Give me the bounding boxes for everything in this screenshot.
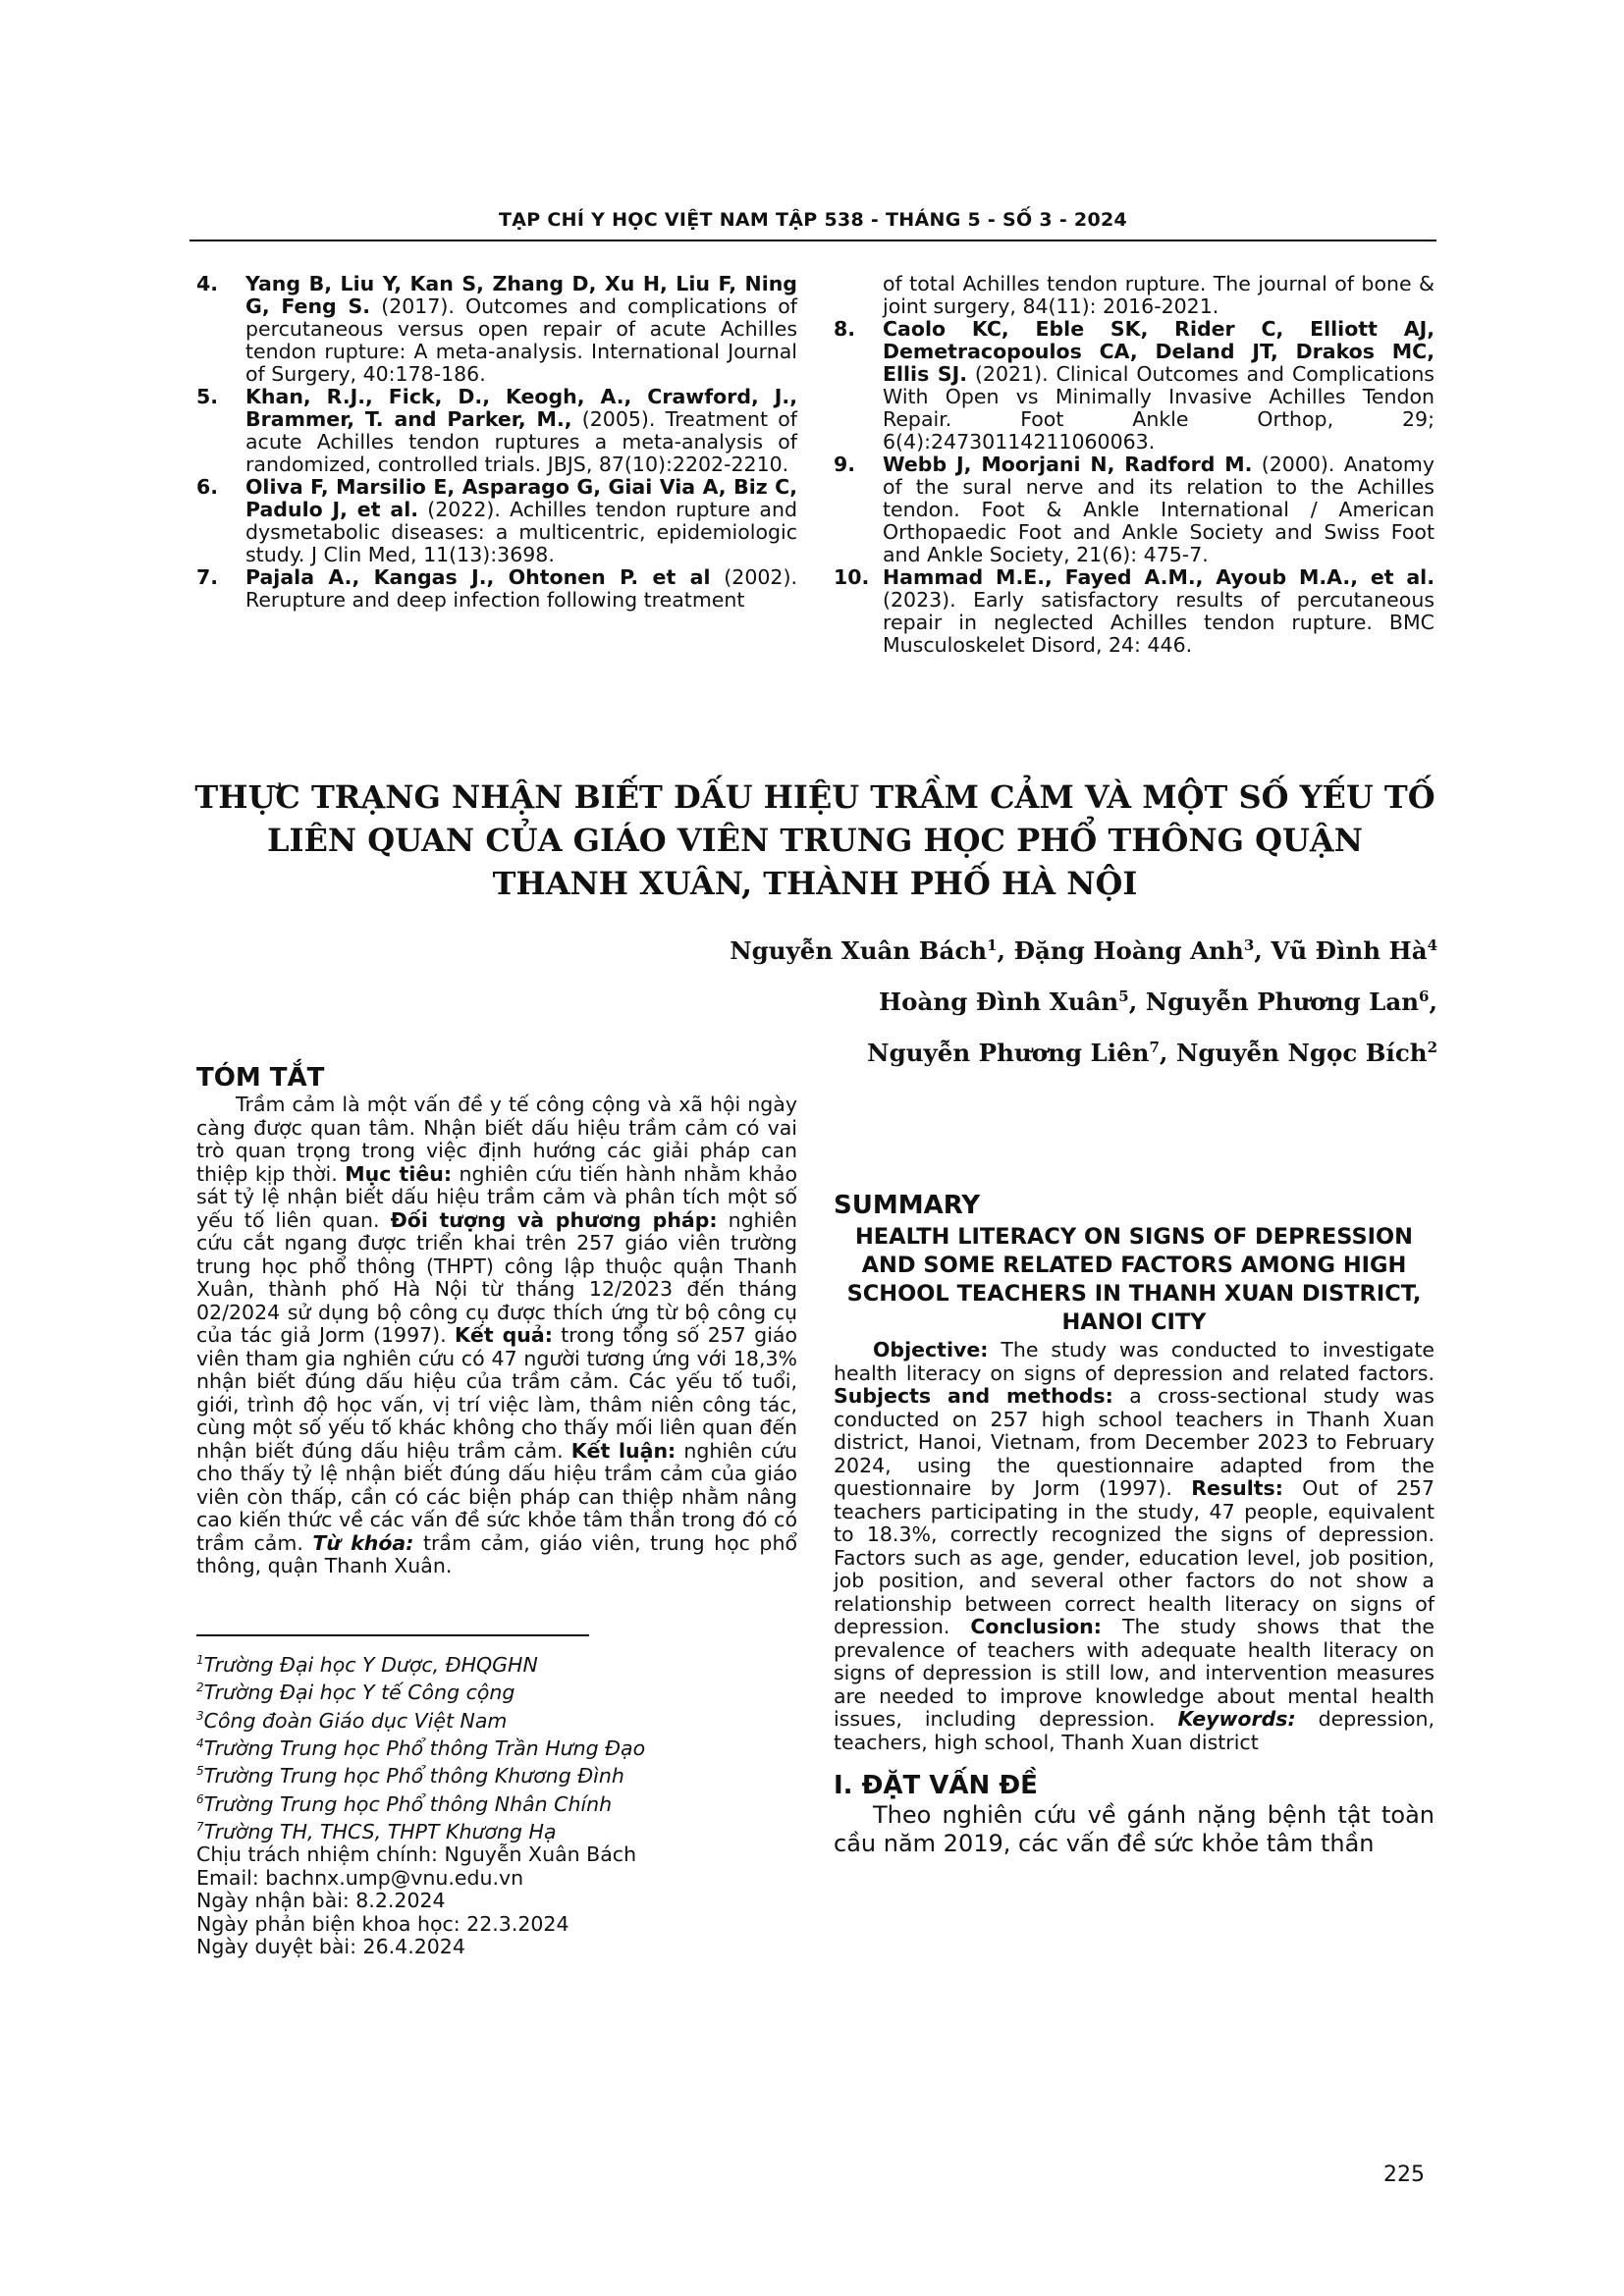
reference-item: of total Achilles tendon rupture. The journal of bone & joint surgery, 84(11): 2016-2021. — [883, 272, 1435, 318]
article-title — [177, 775, 1453, 905]
footnote-rule — [196, 1634, 589, 1636]
author-affiliation: 5 — [1118, 988, 1129, 1006]
header-rule — [189, 240, 1436, 241]
date-accepted: Ngày duyệt bài: 26.4.2024 — [196, 1935, 465, 1959]
author-name: Nguyễn Ngọc Bích — [1175, 1039, 1428, 1068]
author-affiliation: 1 — [987, 936, 998, 954]
author-name: Nguyễn Xuân Bách — [730, 936, 988, 966]
affiliation-note: $^7$Trường TH, THCS, THPT Khương Hạ — [196, 1819, 557, 1843]
author-name: Nguyễn Phương Liên — [867, 1039, 1150, 1068]
section-heading: I. ĐẶT VẤN ĐỀ — [834, 1771, 1038, 1800]
summary-body: Objective: The study was conducted to investigate health literacy on signs of depression and related factors. Subjects and methods: a cross-sectional study was conducted on 257 high school teachers in Thanh Xuan district, Hanoi, Vietnam, from December 2023 to February 2024, using the questionnaire adapted from the questionnaire by Jorm (1997). Results: Out of 257 teachers participating in the study, 47 people, equivalent to 18.3%, correctly recognized the signs of depression. Factors such as age, gender, education level, job position, job position, and several other factors do not show a relationship between correct health literacy on signs of depression. Conclusion: The study shows that the prevalence of teachers with adequate health literacy on signs of depression is still low, and intervention measures are needed to improve knowledge about mental health issues, including depression. Keywords: depression, teachers, high school, Thanh Xuan district — [834, 1338, 1435, 1754]
affiliation-note: $^3$Công đoàn Giáo dục Việt Nam — [196, 1708, 508, 1733]
abstract-en — [834, 1062, 1435, 1858]
affiliation-note: $^6$Trường Trung học Phổ thông Nhân Chính — [196, 1791, 613, 1816]
affiliation-note: $^4$Trường Trung học Phổ thông Trần Hưng Đạo — [196, 1735, 646, 1760]
author-affiliation: 4 — [1427, 936, 1437, 954]
page-number: 225 — [1383, 2163, 1425, 2187]
author-list: Nguyễn Xuân Bách$^1$, Đặng Hoàng Anh$^3$, Vũ Đình $Hà^4$ Hoàng Đình Xuân$^5$, Nguyễn Phương Lan$^6$, Nguyễn Phương Liên$^7$, Nguyễn Ngọc Bích$^2$ — [730, 936, 1437, 1068]
reference-item: 5. Khan, R.J., Fick, D., Keogh, A., Crawford, J., Brammer, T. and Parker, M., (2005). Treatment of acute Achilles tendon ruptures a meta-analysis of randomized, controlled trials. JBJS, 87(10):2202-2210. — [196, 385, 797, 476]
author-name: Hoàng Đình Xuân — [879, 988, 1119, 1017]
affiliation-note: $^5$Trường Trung học Phổ thông Khương Đình — [196, 1764, 624, 1789]
reference-item: 10. Hammad M.E., Fayed A.M., Ayoub M.A., et al. (2023). Early satisfactory results of percutaneous repair in neglected Achilles tendon rupture. BMC Musculoskelet Disord, 24: 446. — [834, 565, 1435, 657]
author-affiliation: 3 — [1243, 936, 1255, 954]
reference-item: 4. Yang B, Liu Y, Kan S, Zhang D, Xu H, Liu F, Ning G, Feng S. (2017). Outcomes and complications of percutaneous versus open repair of acute Achilles tendon rupture: A meta-analysis. International Journal of Surgery, 40:178-186. — [196, 272, 797, 386]
date-received: Ngày nhận bài: 8.2.2024 — [196, 1889, 446, 1913]
references-left — [196, 273, 797, 612]
abstract-vi — [196, 1062, 797, 1578]
title-line: LIÊN QUAN CỦA GIÁO VIÊN TRUNG HỌC PHỔ THÔNG QUẬN — [267, 822, 1363, 859]
affiliation-note: $^1$Trường Đại học Y Dược, ĐHQGHN — [196, 1652, 538, 1677]
footnotes — [196, 1649, 797, 1959]
abstract-vi-heading: TÓM TẮT — [196, 1063, 325, 1093]
reference-item: 9. Webb J, Moorjani N, Radford M. (2000). Anatomy of the sural nerve and its relation to the Achilles tendon. Foot & Ankle International / American Orthopaedic Foot and Ankle Society and Swiss Foot and Ankle Society, 21(6): 475-7. — [834, 453, 1435, 566]
author-name: Đặng Hoàng Anh — [1013, 936, 1244, 966]
reference-item: 6. Oliva F, Marsilio E, Asparago G, Giai Via A, Biz C, Padulo J, et al. (2022). Achilles tendon rupture and dysmetabolic diseases: a multicentric, epidemiologic study. J Clin Med, 11(13):3698. — [196, 475, 797, 566]
reference-item: 7. Pajala A., Kangas J., Ohtonen P. et al (2002). Rerupture and deep infection following treatment — [196, 565, 797, 612]
date-reviewed: Ngày phản biện khoa học: 22.3.2024 — [196, 1911, 569, 1936]
affiliation-note: $^2$Trường Đại học Y tế Công cộng — [196, 1681, 515, 1705]
running-header: TẠP CHÍ Y HỌC VIỆT NAM TẬP 538 - THÁNG 5 - SỐ 3 - 2024 — [498, 209, 1128, 231]
title-line: THỰC TRẠNG NHẬN BIẾT DẤU HIỆU TRẦM CẢM VÀ MỘT SỐ YẾU TỐ — [194, 778, 1435, 816]
author-name: Nguyễn Phương Lan — [1145, 988, 1420, 1017]
author-affiliation: 2 — [1427, 1039, 1437, 1057]
summary-heading: SUMMARY — [834, 1191, 981, 1220]
author-affiliation: 6 — [1419, 988, 1430, 1006]
summary-title: HEALTH LITERACY ON SIGNS OF DEPRESSION AND SOME RELATED FACTORS AMONG HIGH SCHOOL TEACHERS IN THANH XUAN DISTRICT, HANOI CITY — [846, 1224, 1422, 1335]
author-affiliation: 7 — [1149, 1039, 1160, 1057]
section-body: Theo nghiên cứu về gánh nặng bệnh tật toàn cầu năm 2019, các vấn đề sức khỏe tâm thần — [834, 1801, 1435, 1857]
contact-email: Email: bachnx.ump@vnu.edu.vn — [196, 1865, 524, 1890]
reference-item: 8. Caolo KC, Eble SK, Rider C, Elliott AJ, Demetracopoulos CA, Deland JT, Drakos MC, Ellis SJ. (2021). Clinical Outcomes and Complications With Open vs Minimally Invasive Achilles Tendon Repair. Foot Ankle Orthop, 29; 6(4):24730114211060063. — [834, 317, 1435, 454]
responsible-author: Chịu trách nhiệm chính: Nguyễn Xuân Bách — [196, 1842, 637, 1867]
references-right — [834, 273, 1435, 657]
author-name: Vũ Đình Hà — [1271, 936, 1428, 966]
title-line: THANH XUÂN, THÀNH PHỐ HÀ NỘI — [492, 865, 1138, 902]
abstract-vi-body: Trầm cảm là một vấn đề y tế công cộng và xã hội ngày càng được quan tâm. Nhận biết dấu hiệu trầm cảm có vai trò quan trọng trong việc định hướng các giải pháp can thiệp kịp thời. Mục tiêu: nghiên cứu tiến hành nhằm khảo sát tỷ lệ nhận biết dấu hiệu trầm cảm và phân tích một số yếu tố liên quan. Đối tượng và phương pháp: nghiên cứu cắt ngang được triển khai trên 257 giáo viên trường trung học phổ thông (THPT) công lập thuộc quận Thanh Xuân, thành phố Hà Nội từ tháng 12/2023 đến tháng 02/2024 sử dụng bộ công cụ được thích ứng từ bộ công cụ của tác giả Jorm (1997). Kết quả: trong tổng số 257 giáo viên tham gia nghiên cứu có 47 người tương ứng với 18,3% nhận biết đúng dấu hiệu của trầm cảm. Các yếu tố tuổi, giới, trình độ học vấn, vị trí việc làm, thâm niên công tác, cùng một số yếu tố khác không cho thấy mối liên quan đến nhận biết đúng dấu hiệu trầm cảm. Kết luận: nghiên cứu cho thấy tỷ lệ nhận biết đúng dấu hiệu trầm cảm của giáo viên còn thấp, cần có các biện pháp can thiệp nhằm nâng cao kiến thức về các vấn đề sức khỏe tâm thần trong đó có trầm cảm. Từ khóa: trầm cảm, giáo viên, trung học phổ thông, quận Thanh Xuân. — [196, 1093, 797, 1577]
